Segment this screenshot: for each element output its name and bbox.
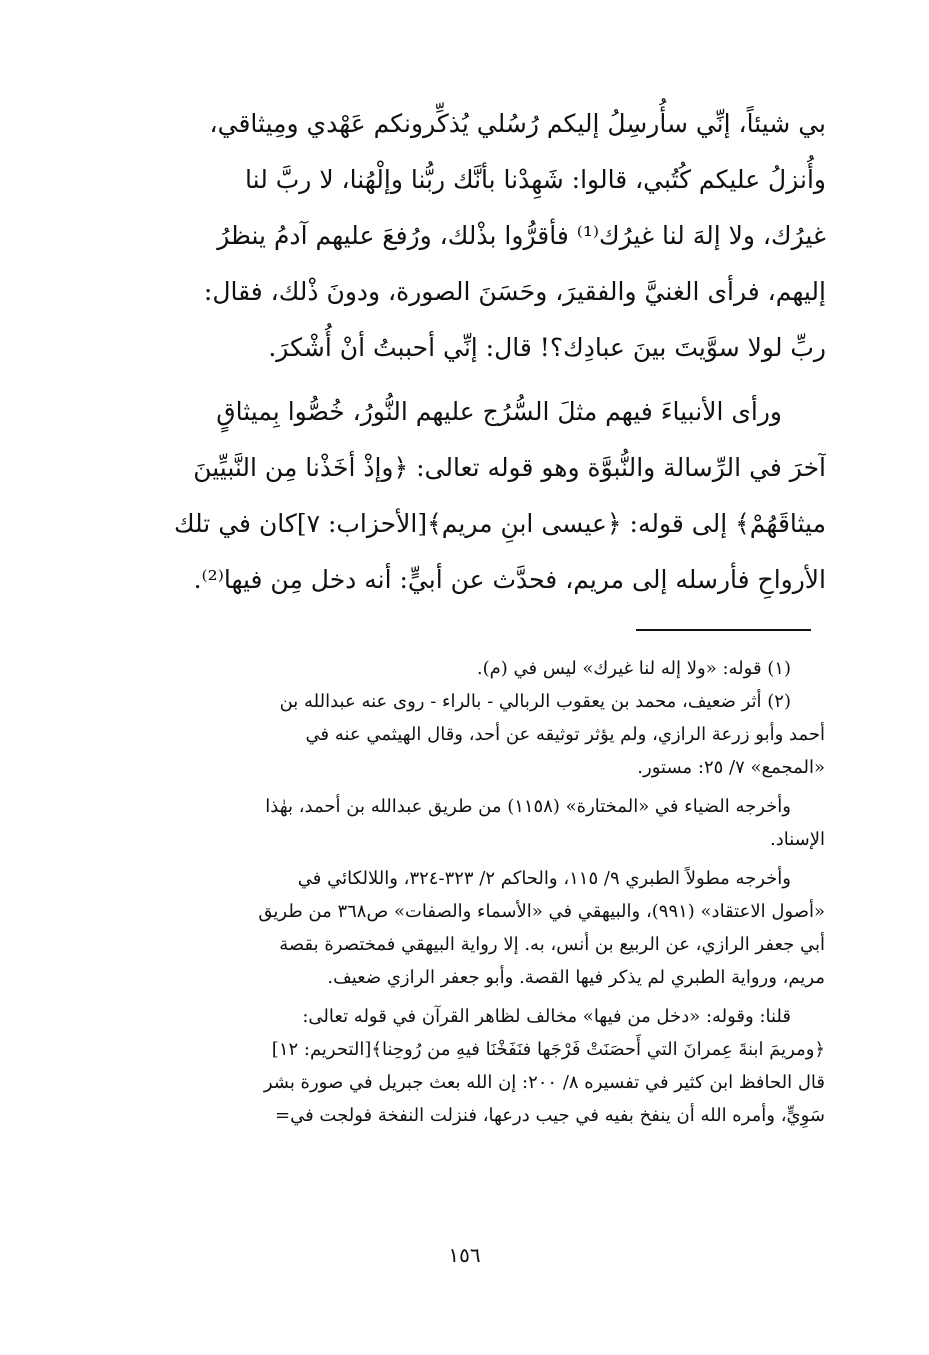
main-line: الأرواحِ فأرسله إلى مريم، فحدَّث عن أبيٍّ: أنه دخل مِن فيها⁽²⁾. xyxy=(193,565,826,594)
footnote-block xyxy=(100,1000,825,1132)
footnote-line: مريم، ورواية الطبري لم يذكر فيها القصة. وأبو جعفر الرازي ضعيف. xyxy=(327,967,825,988)
footnote-line: سَوِيٍّ، وأمره الله أن ينفخ بفيه في جيب درعها، فنزلت النفخة فولجت في= xyxy=(275,1105,825,1126)
footnote-line: أبي جعفر الرازي، عن الربيع بن أنس، به. إلا رواية البيهقي فمختصرة بقصة xyxy=(279,934,825,955)
footnotes xyxy=(100,652,825,1132)
footnote-separator xyxy=(636,629,811,631)
main-line: ورأى الأنبياءَ فيهم مثلَ السُّرُج عليهم النُّورُ، خُصُّوا بِميثاقٍ xyxy=(216,397,782,426)
footnote-line: قلنا: وقوله: «دخل من فيها» مخالف لظاهر القرآن في قوله تعالى: xyxy=(302,1006,791,1027)
footnote-line: وأخرجه الضياء في «المختارة» (١١٥٨) من طريق عبدالله بن أحمد، بهٰذا xyxy=(265,796,791,817)
main-text xyxy=(98,96,826,608)
footnote-line: الإسناد. xyxy=(769,829,825,850)
footnote-line: (١) قوله: «ولا إله لنا غيرك» ليس في (م). xyxy=(476,658,791,679)
footnote-line: وأخرجه مطولاً الطبري ٩/ ١١٥، والحاكم ٢/ ٣٢٣-٣٢٤، واللالكائي في xyxy=(297,868,791,889)
main-line: بي شيئاً، إنِّي سأُرسِلُ إليكم رُسُلي يُذكِّرونكم عَهْدي ومِيثاقي، xyxy=(209,109,826,138)
main-line: ميثاقَهُمْ﴾ إلى قوله: ﴿عيسى ابنِ مريم﴾[الأحزاب: ٧]كان في تلك xyxy=(173,509,826,538)
footnote-line: (٢) أثر ضعيف، محمد بن يعقوب الربالي - بالراء - روى عنه عبدالله بن xyxy=(279,691,791,712)
main-line: غيرُك، ولا إلهَ لنا غيرُك⁽¹⁾ فأقرُّوا بذْلك، ورُفعَ عليهم آدمُ ينظرُ xyxy=(217,221,826,250)
main-line: وأُنزلُ عليكم كُتُبي، قالوا: شَهِدْنا بأنَّك ربُّنا وإلْهُنا، لا ربَّ لنا xyxy=(245,165,826,194)
main-line: إليهم، فرأى الغنيَّ والفقيرَ، وحَسَنَ الصورة، ودونَ ذْلك، فقال: xyxy=(203,277,826,306)
page-number: ١٥٦ xyxy=(448,1243,481,1267)
main-paragraph-2 xyxy=(98,384,826,608)
footnote-line: أحمد وأبو زرعة الرازي، ولم يؤثر توثيقه عن أحد، وقال الهيثمي عنه في xyxy=(305,724,825,745)
main-line: آخرَ في الرِّسالة والنُّبوَّة وهو قوله تعالى: ﴿وإذْ أخَذْنا مِن النَّبيِّينَ xyxy=(193,453,826,482)
footnote-line: قال الحافظ ابن كثير في تفسيره ٨/ ٢٠٠: إن الله بعث جبريل في صورة بشر xyxy=(263,1072,825,1093)
footnote-block xyxy=(100,862,825,994)
main-paragraph-1 xyxy=(98,96,826,376)
footnote-line: ﴿ومريمَ ابنةَ عِمرانَ التي أَحصَنَتْ فَرْجَها فنَفَخْنَا فيهِ من رُوحِنا﴾[التحريم: ١٢] xyxy=(271,1039,825,1060)
footnote-line: «المجمع» ٧/ ٢٥: مستور. xyxy=(637,757,825,778)
footnote-line: «أصول الاعتقاد» (٩٩١)، والبيهقي في «الأسماء والصفات» ص٣٦٨ من طريق xyxy=(258,901,825,922)
footnote-block xyxy=(100,790,825,856)
footnote-block xyxy=(100,685,825,784)
footnote-block xyxy=(100,652,825,685)
main-line: ربِّ لولا سوَّيتَ بينَ عبادِك؟! قال: إنِّي أحببتُ أنْ أُشْكرَ. xyxy=(268,333,826,362)
